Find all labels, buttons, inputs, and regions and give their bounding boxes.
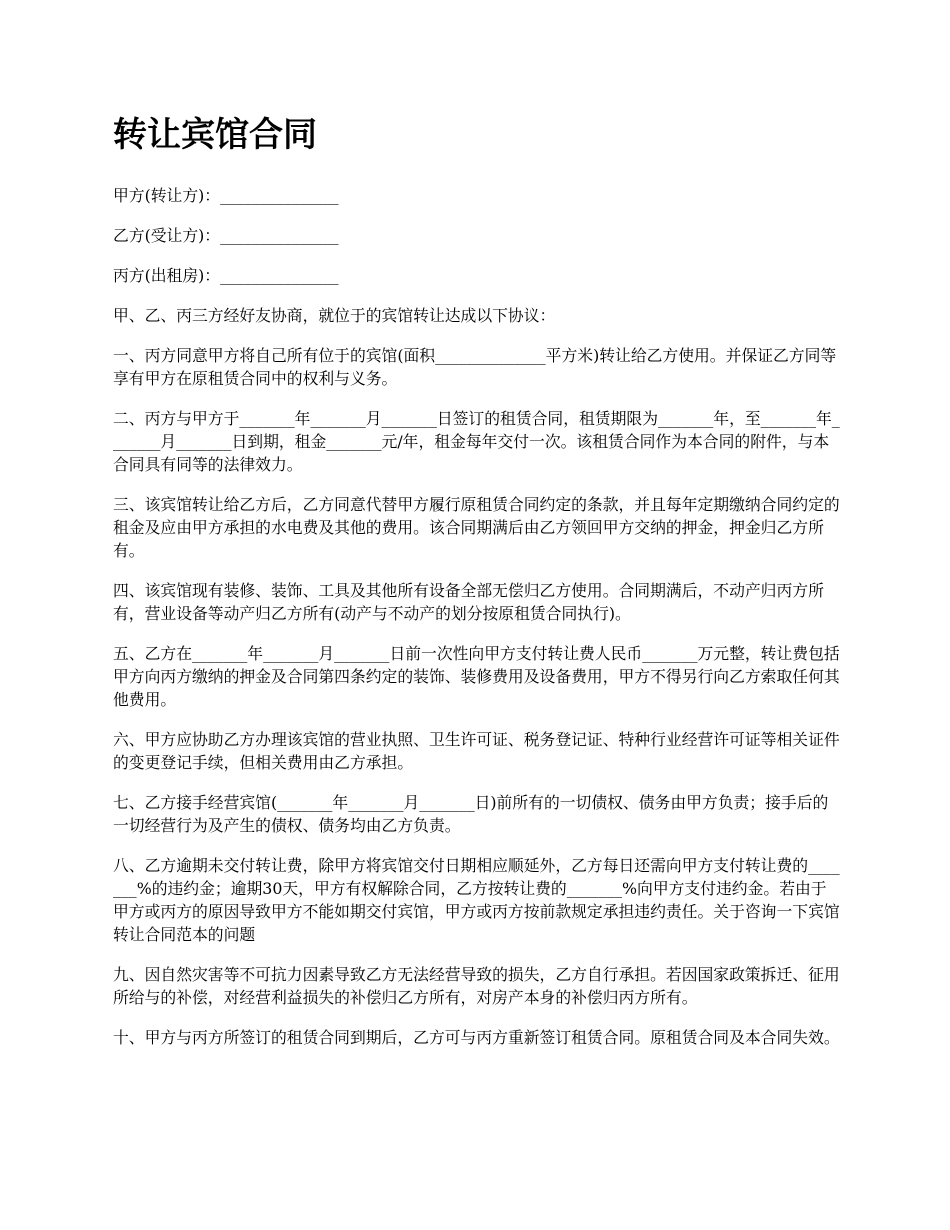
- clause-8: 八、乙方逾期未交付转让费，除甲方将宾馆交付日期相应顺延外，乙方每日还需向甲方支付转让费的_______%的违约金；逾期30天，甲方有权解除合同，乙方按转让费的_______%向甲方支付违约金。若由于甲方或丙方的原因导致甲方不能如期交付宾馆，甲方或丙方按前款规定承担违约责任。关于咨询一下宾馆转让合同范本的问题: [113, 856, 840, 944]
- intro-paragraph: 甲、乙、丙三方经好友协商，就位于的宾馆转让达成以下协议：: [113, 306, 556, 325]
- clause-6: 六、甲方应协助乙方办理该宾馆的营业执照、卫生许可证、税务登记证、特种行业经营许可证等相关证件的变更登记手续，但相关费用由乙方承担。: [113, 730, 840, 772]
- clause-2: 二、丙方与甲方于_______年_______月_______日签订的租赁合同，租赁期限为_______年，至_______年_______月_______日到期，租金_______元/年，租金每年交付一次。该租赁合同作为本合同的附件，与本合同具有同等的法律效力。: [113, 409, 840, 474]
- clause-1: 一、丙方同意甲方将自己所有位于的宾馆(面积______________平方米)转让给乙方使用。并保证乙方同等享有甲方在原租赁合同中的权利与义务。: [113, 346, 837, 388]
- party-b-line: 乙方(受让方)：_______________: [113, 226, 339, 245]
- clause-3: 三、该宾馆转让给乙方后，乙方同意代替甲方履行原租赁合同约定的条款，并且每年定期缴纳合同约定的租金及应由甲方承担的水电费及其他的费用。该合同期满后由乙方领回甲方交纳的押金，押金归乙方所有。: [113, 495, 840, 560]
- page-title: 转让宾馆合同: [113, 115, 317, 155]
- party-c-line: 丙方(出租房)：_______________: [113, 266, 339, 285]
- party-a-line: 甲方(转让方)：_______________: [113, 186, 339, 205]
- clause-9: 九、因自然灾害等不可抗力因素导致乙方无法经营导致的损失，乙方自行承担。若因国家政策拆迁、征用所给与的补偿，对经营利益损失的补偿归乙方所有，对房产本身的补偿归丙方所有。: [113, 965, 840, 1007]
- clause-10: 十、甲方与丙方所签订的租赁合同到期后，乙方可与丙方重新签订租赁合同。原租赁合同及本合同失效。: [113, 1028, 840, 1047]
- clause-5: 五、乙方在_______年_______月_______日前一次性向甲方支付转让费人民币_______万元整，转让费包括甲方向丙方缴纳的押金及合同第四条约定的装饰、装修费用及设备费用，甲方不得另行向乙方索取任何其他费用。: [113, 644, 840, 709]
- clause-4: 四、该宾馆现有装修、装饰、工具及其他所有设备全部无偿归乙方使用。合同期满后，不动产归丙方所有，营业设备等动产归乙方所有(动产与不动产的划分按原租赁合同执行)。: [113, 581, 824, 623]
- document-page: [113, 112, 840, 1066]
- clause-7: 七、乙方接手经营宾馆(_______年_______月_______日)前所有的一切债权、债务由甲方负责；接手后的一切经营行为及产生的债权、债务均由乙方负责。: [113, 793, 829, 835]
